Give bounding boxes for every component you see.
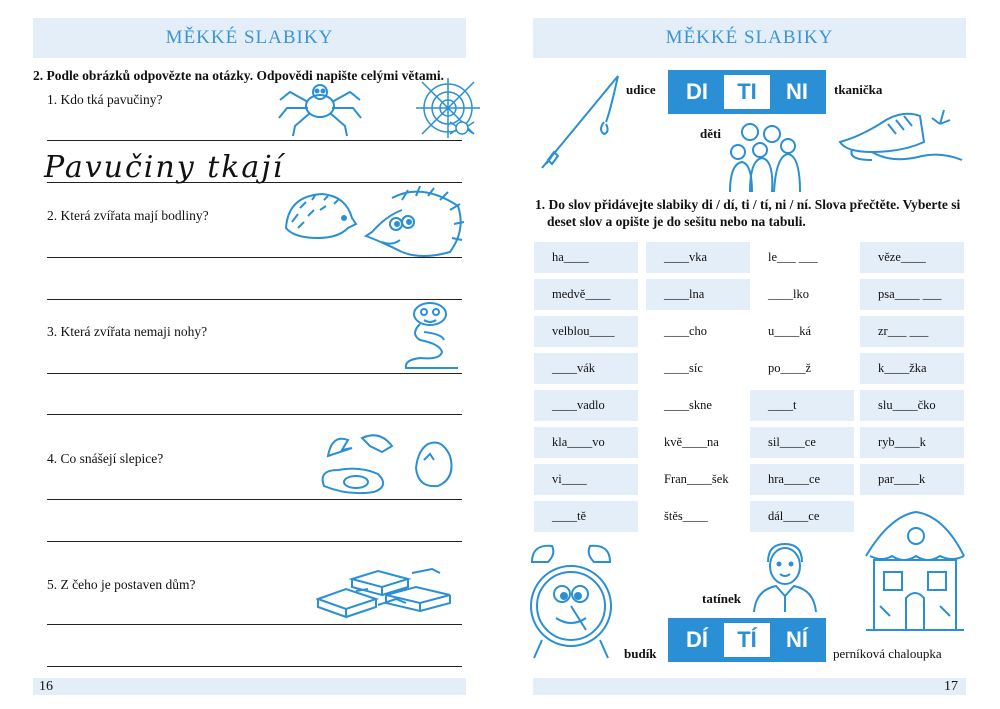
word-tatinek: tatínek bbox=[702, 591, 741, 606]
answer-line bbox=[47, 499, 462, 500]
word-cell[interactable]: k____žka bbox=[860, 353, 964, 384]
snake-icon bbox=[398, 300, 466, 374]
page-header: MĚKKÉ SLABIKY bbox=[33, 18, 466, 58]
word-cell[interactable]: le___ ___ bbox=[750, 242, 854, 273]
word-cell[interactable]: ____t bbox=[750, 390, 854, 421]
right-page bbox=[500, 0, 1000, 709]
answer-line bbox=[47, 666, 462, 667]
answer-line bbox=[47, 414, 462, 415]
eggs-icon bbox=[318, 430, 462, 496]
syllable: NÍ bbox=[786, 627, 808, 652]
word-cell[interactable]: par____k bbox=[860, 464, 964, 495]
word-cell[interactable]: ____vák bbox=[534, 353, 638, 384]
word-pernikova-chaloupka: perníková chaloupka bbox=[833, 646, 942, 661]
word-cell[interactable]: u____ká bbox=[750, 316, 854, 347]
word-cell[interactable]: ____vka bbox=[646, 242, 750, 273]
word-cell[interactable]: po____ž bbox=[750, 353, 854, 384]
answer-line bbox=[47, 541, 462, 542]
word-cell[interactable]: ____lna bbox=[646, 279, 750, 310]
syllable: DI bbox=[686, 79, 708, 104]
hedgehog-face-icon bbox=[362, 186, 466, 258]
question-2: 2. Která zvířata mají bodliny? bbox=[47, 208, 209, 223]
spider-icon bbox=[275, 78, 365, 138]
syllable: DÍ bbox=[686, 627, 708, 652]
syllable: TI bbox=[724, 75, 770, 109]
spiderweb-icon bbox=[412, 76, 484, 142]
alarm-clock-icon bbox=[526, 540, 616, 664]
word-cell[interactable]: ____skne bbox=[646, 390, 750, 421]
page-number: 17 bbox=[533, 678, 966, 695]
word-cell[interactable]: ryb____k bbox=[860, 427, 964, 458]
word-cell[interactable]: velblou____ bbox=[534, 316, 638, 347]
word-budik: budík bbox=[624, 646, 657, 661]
hedgehog-icon bbox=[278, 188, 358, 244]
syllables-long bbox=[668, 618, 826, 662]
word-deti: děti bbox=[700, 126, 721, 141]
shoe-icon bbox=[832, 104, 966, 166]
question-3: 3. Která zvířata nemaji nohy? bbox=[47, 324, 208, 339]
gingerbread-house-icon bbox=[860, 506, 970, 636]
word-cell[interactable]: kla____vo bbox=[534, 427, 638, 458]
syllable: TÍ bbox=[724, 623, 770, 657]
word-cell[interactable]: ____lko bbox=[750, 279, 854, 310]
word-cell[interactable]: sil____ce bbox=[750, 427, 854, 458]
word-cell[interactable]: dál____ce bbox=[750, 501, 854, 532]
word-cell[interactable]: vi____ bbox=[534, 464, 638, 495]
word-cell[interactable]: medvě____ bbox=[534, 279, 638, 310]
syllable: NI bbox=[786, 79, 808, 104]
word-cell[interactable]: ____vadlo bbox=[534, 390, 638, 421]
handwritten-answer: Pavučiny tkají bbox=[44, 150, 285, 185]
word-cell[interactable]: ____cho bbox=[646, 316, 750, 347]
word-cell[interactable]: ha____ bbox=[534, 242, 638, 273]
word-cell[interactable]: psa____ ___ bbox=[860, 279, 964, 310]
task-title-continued: deset slov a opište je do sešitu nebo na tabuli. bbox=[547, 214, 806, 229]
answer-line bbox=[47, 624, 462, 625]
word-cell[interactable]: zr___ ___ bbox=[860, 316, 964, 347]
bricks-icon bbox=[316, 565, 456, 621]
word-cell[interactable]: slu____čko bbox=[860, 390, 964, 421]
word-cell[interactable]: hra____ce bbox=[750, 464, 854, 495]
question-1: 1. Kdo tká pavučiny? bbox=[47, 92, 163, 107]
word-tkanicka: tkanička bbox=[834, 82, 883, 97]
question-5: 5. Z čeho je postaven dům? bbox=[47, 577, 196, 592]
fishing-rod-icon bbox=[538, 72, 624, 172]
word-cell[interactable]: věze____ bbox=[860, 242, 964, 273]
word-cell[interactable]: ____tě bbox=[534, 501, 638, 532]
task-title: 2. Podle obrázků odpovězte na otázky. Odpovědi napište celými větami. bbox=[33, 68, 444, 83]
task-title: 1. Do slov přidávejte slabiky di / dí, ti / tí, ni / ní. Slova přečtěte. Vyberte si bbox=[535, 197, 961, 212]
page-header: MĚKKÉ SLABIKY bbox=[533, 18, 966, 58]
page-number: 16 bbox=[33, 678, 466, 695]
children-icon bbox=[722, 120, 804, 194]
word-cell[interactable]: štěs____ bbox=[646, 501, 750, 532]
word-cell[interactable]: kvě____na bbox=[646, 427, 750, 458]
word-cell[interactable]: ____síc bbox=[646, 353, 750, 384]
syllables-hard bbox=[668, 70, 826, 114]
answer-line bbox=[47, 140, 462, 141]
word-udice: udice bbox=[626, 82, 656, 97]
word-cell[interactable]: Fran____šek bbox=[646, 464, 750, 495]
question-4: 4. Co snášejí slepice? bbox=[47, 451, 164, 466]
father-icon bbox=[750, 542, 820, 614]
